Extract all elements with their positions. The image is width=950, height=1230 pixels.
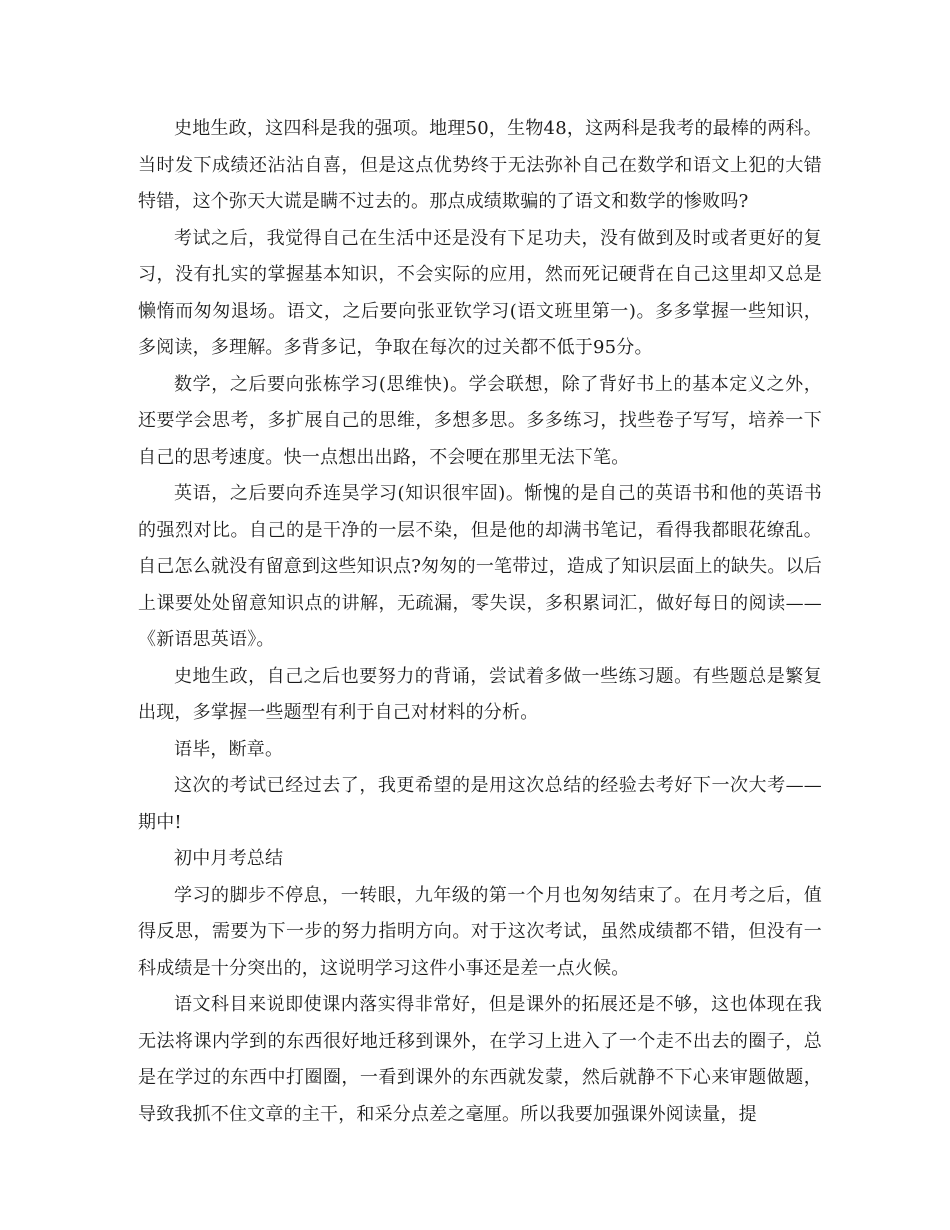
paragraph-chinese-subject: 语文科目来说即使课内落实得非常好，但是课外的拓展还是不够，这也体现在我无法将课内学到的东西很好地迁移到课外，在学习上进入了一个走不出去的圈子，总是在学过的东西中打圈圈，一看到课外的东西就发蒙，然后就静不下心来审题做题，导致我抓不住文章的主干，和采分点差之毫厘。所以我要加强课外阅读量，提 — [138, 994, 822, 1125]
paragraph-english-plan: 英语，之后要向乔连昊学习(知识很牢固)。惭愧的是自己的英语书和他的英语书的强烈对比。自己的是干净的一层不染，但是他的却满书笔记，看得我都眼花缭乱。自己怎么就没有留意到这些知识点?匆匆的一笔带过，造成了知识层面上的缺失。以后上课要处处留意知识点的讲解，无疏漏，零失误，多积累词汇，做好每日的阅读——《新语思英语》。 — [138, 483, 822, 650]
paragraph-exam-reflection: 考试之后，我觉得自己在生活中还是没有下足功夫，没有做到及时或者更好的复习，没有扎实的掌握基本知识，不会实际的应用，然而死记硬背在自己这里却又总是懒惰而匆匆退场。语文，之后要向张亚钦学习(语文班里第一)。多多掌握一些知识，多阅读，多理解。多背多记，争取在每次的过关都不低于95分。 — [138, 227, 822, 358]
paragraph-math-plan: 数学，之后要向张栋学习(思维快)。学会联想，除了背好书上的基本定义之外，还要学会思考，多扩展自己的思维，多想多思。多多练习，找些卷子写写，培养一下自己的思考速度。快一点想出出路，不会哽在那里无法下笔。 — [138, 373, 822, 468]
paragraph-closing: 语毕，断章。 — [174, 738, 284, 760]
paragraph-other-subjects-plan: 史地生政，自己之后也要努力的背诵，尝试着多做一些练习题。有些题总是繁复出现，多掌握一些题型有利于自己对材料的分析。 — [138, 665, 822, 723]
paragraph-strong-subjects: 史地生政，这四科是我的强项。地理50，生物48，这两科是我考的最棒的两科。当时发下成绩还沾沾自喜，但是这点优势终于无法弥补自己在数学和语文上犯的大错特错，这个弥天大谎是瞒不过去的。那点成绩欺骗的了语文和数学的惨败吗? — [138, 118, 822, 212]
section-heading: 初中月考总结 — [174, 848, 284, 869]
document-body — [138, 111, 822, 1133]
paragraph-next-exam: 这次的考试已经过去了，我更希望的是用这次总结的经验去考好下一次大考——期中! — [138, 775, 822, 833]
paragraph-month-summary: 学习的脚步不停息，一转眼，九年级的第一个月也匆匆结束了。在月考之后，值得反思，需要为下一步的努力指明方向。对于这次考试，虽然成绩都不错，但没有一科成绩是十分突出的，这说明学习这件小事还是差一点火候。 — [138, 884, 822, 979]
